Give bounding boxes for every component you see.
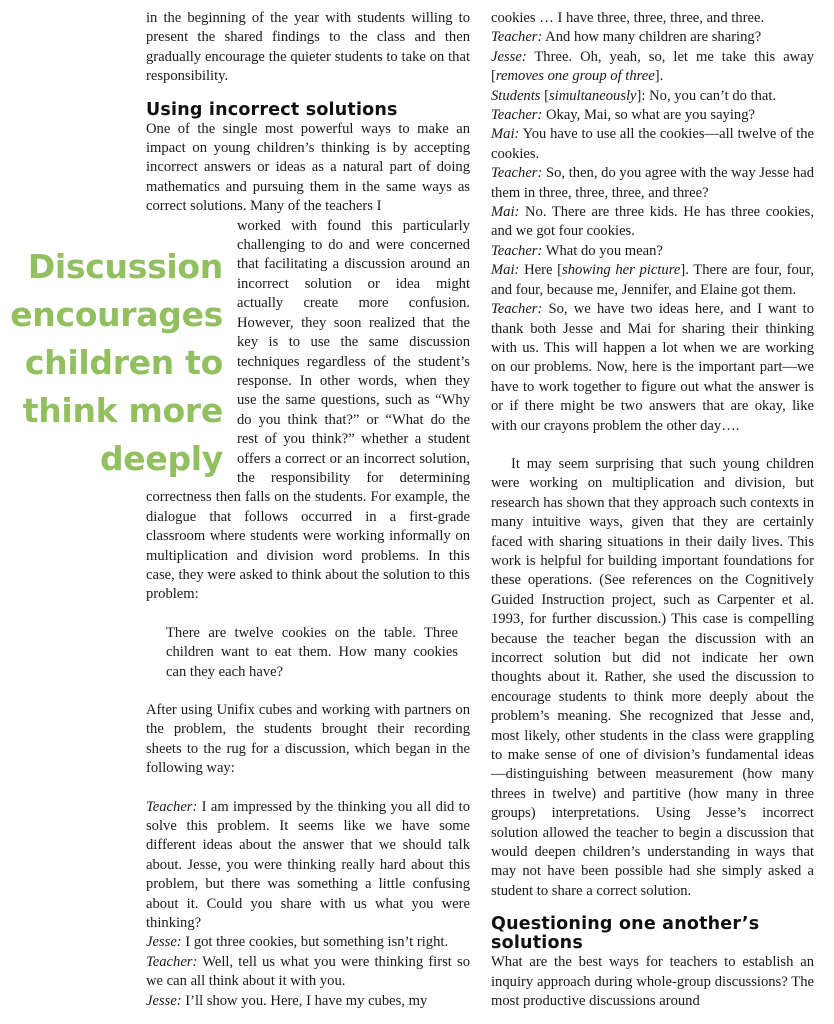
pull-quote-line: children to [24,343,223,382]
speaker: Jesse: [146,934,182,951]
speaker: Teacher: [146,953,198,970]
dialogue-line: Teacher: So, we have two ideas here, and I want to thank both Jesse and Mai for sharing their thinking with us. This will happen a lot when we are working on our problems. Now, here is the important part—we have to work together to figure out what the answer is or if there might be two answers that are okay, like with our crayons problem the other day…. [491,301,814,434]
left-column [146,9,470,1011]
paragraph: worked with found this particularly challenging to do and were concerned that facilitating a discussion around an incorrect solution or idea might actually create more confusion. However, they soon realized that the key is to use the same discussion techniques regardless of the student’s response. In other words, when they use the same questions, such as “Why do you think that?” or “What do the rest of you think?” whether a student offers a correct or an incorrect solution, the responsibility for determining correctness then falls on the students. For example, the dialogue that follows occurred in a first-grade classroom where students were working informally on multiplication and division word problems. In this case, they were asked to think about the solution to this problem: [146,217,470,603]
speaker: Teacher: [146,798,198,815]
paragraph: in the beginning of the year with students willing to present the shared findings to the class and then gradually encourage the quieter students to take on that responsibility. [146,10,470,85]
dialogue-line: Mai: No. There are three kids. He has three cookies, and we got four cookies. [491,204,814,240]
paragraph: What are the best ways for teachers to establish an inquiry approach during whole-group discussions? The most productive discussions around [491,954,814,1010]
section-heading: Using incorrect solutions [146,99,398,120]
dialogue-line: Teacher: I am impressed by the thinking you all did to solve this problem. It seems like we have some different ideas about the answer that we should talk about. Jesse, you were thinking really hard about this problem, but there was something a little confusing about it. Could you share with us what you were thinking? [146,798,470,932]
dialogue-line: Jesse: I’ll show you. Here, I have my cubes, my [146,992,428,1009]
dialogue [491,9,814,436]
pull-quote-line: think more [22,391,223,430]
paragraph: After using Unifix cubes and working with partners on the problem, the students brought their recording sheets to the rug for a discussion, which began in the following way: [146,702,470,777]
paragraph: One of the single most powerful ways to make an impact on young children’s thinking is by accepting incorrect answers or ideas as a natural part of doing mathematics and pursuing them in the same ways as correct solutions. Many of the teachers I [146,120,470,215]
speaker: Jesse: [146,992,182,1009]
dialogue-line: Teacher: Well, tell us what you were thinking first so we can all think about it with you. [146,953,470,990]
pull-quote-space [146,217,237,487]
dialogue-line: Teacher: So, then, do you agree with the way Jesse had them in three, three, three, and three? [491,165,814,201]
dialogue-line: cookies … I have three, three, three, and three. [491,10,765,26]
right-column [491,9,814,1012]
dialogue-line: Teacher: And how many children are sharing? [491,29,762,46]
dialogue-line: Students [simultaneously]: No, you can’t do that. [491,87,777,104]
problem-quote: There are twelve cookies on the table. Three children want to eat them. How many cookies can they each have? [166,624,458,680]
dialogue-line: Teacher: What do you mean? [491,242,663,259]
section-heading: Questioning one another’s solutions [491,914,760,954]
dialogue-line: Mai: You have to use all the cookies—all twelve of the cookies. [491,126,814,162]
dialogue-line: Teacher: Okay, Mai, so what are you saying? [491,107,755,124]
dialogue [146,798,470,1011]
pull-quote-line: encourages [10,295,223,334]
dialogue-line: Jesse: Three. Oh, yeah, so, let me take this away [removes one group of three]. [491,48,814,85]
dialogue-line: Jesse: I got three cookies, but something isn’t right. [146,934,449,951]
dialogue-line: Mai: Here [showing her picture]. There are four, four, and four, because me, Jennifer, and Elaine got them. [491,262,815,298]
pull-quote-line: deeply [99,439,223,478]
paragraph: It may seem surprising that such young children were working on multiplication and division, but research has shown that they approach such contexts in many intuitive ways, given that they are certainly faced with sharing situations in their daily lives. This work is helpful for building important foundations for these operations. (See references on the Cognitively Guided Instruction project, such as Carpenter et al. 1993, for further discussion.) This case is compelling because the teacher began the discussion with an incorrect solution but did not indicate her own thoughts about it. Rather, she used the discussion to encourage students to think more deeply about the problem’s meaning. She recognized that Jesse and, most likely, other students in the class were grappling to make sense of one of division’s fundamental ideas—distinguishing between measurement (how many threes in twelve) and partitive (how many in three groups) interpretations. Using Jesse’s incorrect solution allowed the teacher to begin a discussion that would deepen children’s understanding in ways that may not have been possible had she simply asked a student to share a correct solution. [491,455,814,899]
pull-quote-line: Discussion [27,247,223,286]
